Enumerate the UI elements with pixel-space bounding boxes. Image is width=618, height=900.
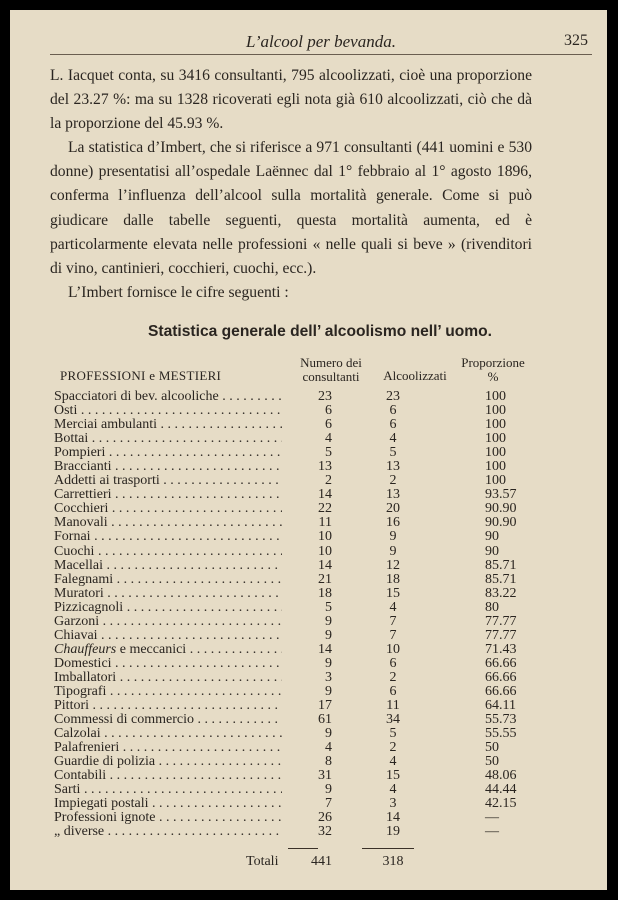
proportion-value: 80 — [485, 599, 499, 615]
table-row — [50, 783, 590, 797]
profession-name: Falegnami . . . — [54, 573, 282, 587]
proportion-value: 100 — [485, 417, 506, 433]
header-line: % — [487, 369, 499, 384]
alcoholics-count: 6 — [389, 683, 397, 699]
profession-name: Domestici . . . — [54, 657, 282, 671]
profession-name: Merciai ambulanti . . . — [54, 418, 282, 432]
table-row — [50, 545, 590, 559]
proportion-value: 90 — [485, 543, 499, 559]
consultants-count: 9 — [325, 613, 332, 629]
consultants-count: 6 — [325, 417, 332, 433]
proportion-value: 85.71 — [485, 557, 517, 573]
header-proportion — [448, 356, 538, 384]
profession-name: Carrettieri . . . — [54, 488, 282, 502]
proportion-value: 90.90 — [485, 515, 517, 531]
proportion-value: 90.90 — [485, 501, 517, 517]
alcoholics-count: 15 — [386, 768, 400, 784]
profession-name: Pompieri . . . — [54, 446, 282, 460]
table-row — [50, 671, 590, 685]
totals-consultants: 441 — [311, 854, 332, 869]
proportion-value: 93.57 — [485, 487, 517, 503]
alcoholics-count: 4 — [389, 599, 397, 615]
consultants-count: 22 — [318, 501, 332, 517]
table-row — [50, 432, 590, 446]
alcoholics-count: 4 — [389, 782, 397, 798]
paragraph: L. Iacquet conta, su 3416 consultanti, 795 alcoolizzati, cioè una proporzione del 23.27 %: ma su 1328 ricoverati egli nota già 610 alcoolizzati, ciò che dà la proporzione del 45.93 %. — [50, 67, 532, 133]
profession-name: Osti . . . — [54, 404, 282, 418]
total-rule — [362, 848, 414, 849]
alcoholics-count: 11 — [386, 698, 400, 714]
table-row — [50, 755, 590, 769]
table-row — [50, 769, 590, 783]
alcoholics-count: 3 — [389, 796, 397, 812]
proportion-value: 50 — [485, 754, 499, 770]
proportion-value: 83.22 — [485, 585, 517, 601]
table-row — [50, 573, 590, 587]
total-rule — [288, 848, 318, 849]
table-row — [50, 825, 590, 839]
profession-name: Cuochi . . . — [54, 545, 282, 559]
consultants-count: 9 — [325, 782, 332, 798]
table-row — [50, 474, 590, 488]
table-body — [50, 390, 590, 840]
proportion-value: 42.15 — [485, 796, 517, 812]
profession-name: Spacciatori di bev. alcooliche . . . — [54, 390, 282, 404]
proportion-value: 85.71 — [485, 571, 517, 587]
table-row — [50, 713, 590, 727]
profession-name: Manovali . . . — [54, 516, 282, 530]
header-profession: PROFESSIONI e MESTIERI — [60, 368, 222, 383]
alcoholics-count: 16 — [386, 515, 400, 531]
consultants-count: 6 — [325, 403, 332, 419]
alcoholics-count: 19 — [386, 824, 400, 840]
body-text — [50, 64, 532, 305]
profession-name: Tipografi . . . — [54, 685, 282, 699]
alcoholics-count: 14 — [386, 810, 400, 826]
proportion-value: 100 — [485, 389, 506, 404]
profession-name: Sarti . . . — [54, 783, 282, 797]
profession-name: Bottai . . . — [54, 432, 282, 446]
alcoholics-count: 4 — [389, 431, 397, 447]
alcoholics-count: 12 — [386, 557, 400, 573]
header-line: Proporzione — [461, 355, 525, 370]
alcoholics-count: 13 — [386, 459, 400, 475]
alcoholics-count: 7 — [389, 627, 397, 643]
header-line: Numero dei — [300, 355, 362, 370]
alcoholics-count: 15 — [386, 585, 400, 601]
consultants-count: 18 — [318, 585, 332, 601]
header-consultants — [285, 356, 377, 384]
alcoholics-count: 9 — [389, 543, 397, 559]
consultants-count: 4 — [325, 740, 332, 756]
table-row — [50, 727, 590, 741]
proportion-value: 44.44 — [485, 782, 517, 798]
profession-name: Imballatori . . . — [54, 671, 282, 685]
proportion-value: 71.43 — [485, 641, 517, 657]
consultants-count: 9 — [325, 683, 332, 699]
paragraph: L’Imbert fornisce le cifre seguenti : — [68, 283, 289, 301]
page-header — [50, 32, 592, 55]
profession-name: Muratori . . . — [54, 587, 282, 601]
table-row — [50, 811, 590, 825]
table-row — [50, 404, 590, 418]
consultants-count: 14 — [318, 641, 332, 657]
proportion-value: 100 — [485, 445, 506, 461]
proportion-value: 64.11 — [485, 698, 516, 714]
consultants-count: 3 — [325, 669, 332, 685]
proportion-value: 66.66 — [485, 669, 517, 685]
profession-name: Chiavai . . . — [54, 629, 282, 643]
profession-name: Macellai . . . — [54, 559, 282, 573]
table-row — [50, 643, 590, 657]
table-row — [50, 390, 590, 404]
totals-label: Totali — [246, 854, 279, 869]
table-header — [50, 355, 590, 393]
proportion-value: 100 — [485, 403, 506, 419]
proportion-value: 100 — [485, 459, 506, 475]
consultants-count: 4 — [325, 431, 332, 447]
alcoholics-count: 9 — [389, 529, 397, 545]
table-row — [50, 516, 590, 530]
table-row — [50, 601, 590, 615]
consultants-count: 21 — [318, 571, 332, 587]
alcoholics-count: 6 — [389, 655, 397, 671]
header-line: consultanti — [302, 369, 360, 384]
profession-name: Addetti ai trasporti . . . — [54, 474, 282, 488]
profession-name-italic: Chauffeurs — [54, 642, 117, 657]
consultants-count: 7 — [325, 796, 332, 812]
proportion-value: 55.55 — [485, 726, 517, 742]
table-row — [50, 418, 590, 432]
proportion-value: 90 — [485, 529, 499, 545]
proportion-value: — — [485, 824, 499, 840]
alcoholics-count: 4 — [389, 754, 397, 770]
proportion-value: 55.73 — [485, 712, 517, 728]
proportion-value: 100 — [485, 431, 506, 447]
proportion-value: — — [485, 810, 499, 826]
table-row — [50, 797, 590, 811]
alcoholics-count: 2 — [389, 740, 397, 756]
consultants-count: 10 — [318, 543, 332, 559]
profession-name: Professioni ignote . . . — [54, 811, 282, 825]
profession-name-rest: e meccanici — [116, 642, 187, 657]
alcoholics-count: 13 — [386, 487, 400, 503]
profession-name: Palafrenieri . . . — [54, 741, 282, 755]
profession-name: Commessi di commercio . . . — [54, 713, 282, 727]
page-number: 325 — [564, 32, 588, 49]
profession-name: Pittori . . . — [54, 699, 282, 713]
consultants-count: 17 — [318, 698, 332, 714]
table-row — [50, 460, 590, 474]
table-row — [50, 446, 590, 460]
profession-name: „ diverse . . . — [54, 825, 282, 839]
profession-name: Calzolai . . . — [54, 727, 282, 741]
alcoholics-count: 2 — [389, 473, 397, 489]
table-row — [50, 741, 590, 755]
consultants-count: 31 — [318, 768, 332, 784]
consultants-count: 13 — [318, 459, 332, 475]
profession-name: Impiegati postali . . . — [54, 797, 282, 811]
totals-alcoholics: 318 — [382, 854, 404, 869]
consultants-count: 61 — [318, 712, 332, 728]
alcoholics-count: 34 — [386, 712, 400, 728]
table-row — [50, 699, 590, 713]
proportion-value: 77.77 — [485, 613, 517, 629]
alcoholics-count: 2 — [389, 669, 397, 685]
table-title: Statistica generale dell’ alcoolismo nell’ uomo. — [147, 323, 493, 340]
consultants-count: 10 — [318, 529, 332, 545]
consultants-count: 9 — [325, 627, 332, 643]
consultants-count: 8 — [325, 754, 332, 770]
alcoholics-count: 7 — [389, 613, 397, 629]
consultants-count: 32 — [318, 824, 332, 840]
consultants-count: 2 — [325, 473, 332, 489]
proportion-value: 48.06 — [485, 768, 517, 784]
paragraph: La statistica d’Imbert, che si riferisce a 971 consultanti (441 uomini e 530 donne) presentatisi all’ospedale Laënnec dal 1° febbraio al 1° agosto 1896, conferma l’influenza dell’alcool sulla mortalità generale. Come si può giudicare dalle tabelle seguenti, questa mortalità aumenta, ed è particolarmente elevata nelle professioni « nelle quali si beve » (rivenditori di vino, cantinieri, cocchieri, cuochi, ecc.). — [50, 139, 532, 277]
consultants-count: 5 — [325, 599, 332, 615]
profession-name: Fornai . . . — [54, 530, 282, 544]
table-row — [50, 502, 590, 516]
proportion-value: 66.66 — [485, 655, 517, 671]
header-alcoholics: Alcoolizzati — [383, 368, 447, 383]
book-page — [10, 10, 607, 890]
profession-name: Braccianti . . . — [54, 460, 282, 474]
alcoholics-count: 18 — [386, 571, 400, 587]
table-row — [50, 587, 590, 601]
table-row — [50, 615, 590, 629]
table-row — [50, 685, 590, 699]
proportion-value: 66.66 — [485, 683, 517, 699]
alcoholics-count: 5 — [389, 726, 397, 742]
consultants-count: 14 — [318, 487, 332, 503]
consultants-count: 5 — [325, 445, 332, 461]
profession-name: Contabili . . . — [54, 769, 282, 783]
consultants-count: 23 — [318, 389, 332, 404]
proportion-value: 50 — [485, 740, 499, 756]
profession-name: Guardie di polizia . . . — [54, 755, 282, 769]
consultants-count: 9 — [325, 655, 332, 671]
alcoholics-count: 5 — [389, 445, 397, 461]
alcoholics-count: 23 — [386, 389, 400, 404]
alcoholics-count: 20 — [386, 501, 400, 517]
alcoholics-count: 6 — [389, 417, 397, 433]
consultants-count: 26 — [318, 810, 332, 826]
consultants-count: 14 — [318, 557, 332, 573]
profession-name: Pizzicagnoli . . . — [54, 601, 282, 615]
profession-name: Garzoni . . . — [54, 615, 282, 629]
table-row — [50, 488, 590, 502]
profession-name — [54, 643, 282, 657]
alcoholics-count: 6 — [389, 403, 397, 419]
table-row — [50, 657, 590, 671]
consultants-count: 11 — [318, 515, 332, 531]
profession-name: Cocchieri . . . — [54, 502, 282, 516]
table-row — [50, 559, 590, 573]
consultants-count: 9 — [325, 726, 332, 742]
proportion-value: 100 — [485, 473, 506, 489]
running-title: L’alcool per bevanda. — [246, 32, 396, 51]
table-row — [50, 629, 590, 643]
alcoholics-count: 10 — [386, 641, 400, 657]
table-row — [50, 530, 590, 544]
proportion-value: 77.77 — [485, 627, 517, 643]
